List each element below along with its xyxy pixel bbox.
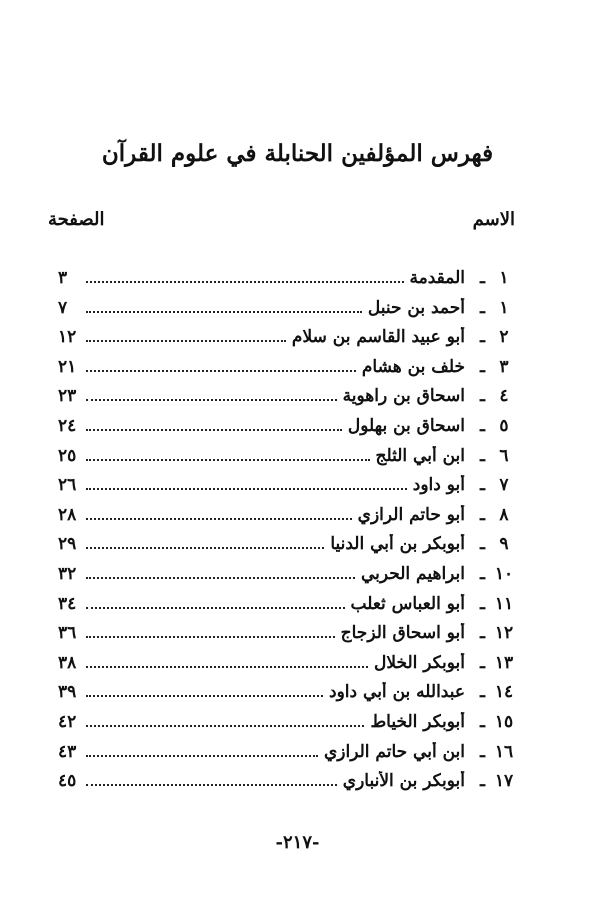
- entry-dash: ـ: [480, 386, 485, 407]
- entry-leader: [86, 327, 465, 347]
- entry-leader: [86, 357, 465, 377]
- entry-dash: ـ: [480, 563, 485, 584]
- entry-leader: [86, 298, 465, 318]
- entry-number: ٤: [499, 386, 509, 407]
- entry-page: ٢٨: [58, 504, 77, 525]
- entry-page: ٣٤: [58, 593, 77, 614]
- entry-leader: [86, 534, 465, 554]
- entry-name: أحمد بن حنبل: [367, 297, 465, 318]
- dot-leader: [86, 594, 345, 609]
- entry-name: المقدمة: [409, 268, 465, 288]
- dot-leader: [86, 564, 355, 579]
- dot-leader: [86, 771, 337, 786]
- entry-page: ٣: [58, 268, 68, 288]
- entry-leader: [86, 653, 465, 673]
- entry-dash: ـ: [480, 475, 485, 496]
- entry-name: أبو اسحاق الزجاج: [340, 623, 465, 644]
- list-item: [0, 710, 595, 740]
- entry-dash: ـ: [480, 623, 485, 644]
- list-item: [0, 769, 595, 799]
- entry-leader: [86, 771, 465, 791]
- entry-number: ١٤: [494, 682, 514, 703]
- list-item: [0, 680, 595, 710]
- list-item: [0, 503, 595, 533]
- entry-number: ١٣: [494, 652, 514, 673]
- entry-page: ٢٩: [58, 534, 77, 555]
- entry-page: ٣٨: [58, 652, 77, 673]
- list-item: [0, 296, 595, 326]
- entry-name: ابن أبي الثلج: [375, 445, 465, 466]
- list-item: [0, 740, 595, 770]
- entry-dash: ـ: [480, 297, 485, 318]
- entry-dash: ـ: [480, 741, 485, 762]
- entry-leader: [86, 564, 465, 584]
- entry-dash: ـ: [480, 534, 485, 555]
- entry-leader: [86, 475, 465, 495]
- entry-leader: [86, 416, 465, 436]
- dot-leader: [86, 268, 404, 283]
- entry-leader: [86, 386, 465, 406]
- entry-number: ١٦: [494, 741, 514, 762]
- dot-leader: [86, 653, 368, 668]
- entry-dash: ـ: [480, 327, 485, 348]
- entry-name: ابراهيم الحربي: [360, 563, 465, 584]
- entry-dash: ـ: [480, 593, 485, 614]
- list-item: [0, 414, 595, 444]
- entry-leader: [86, 594, 465, 614]
- dot-leader: [86, 446, 370, 461]
- dot-leader: [86, 623, 335, 638]
- dot-leader: [86, 505, 352, 520]
- list-item: [0, 355, 595, 385]
- entry-page: ٣٦: [58, 623, 77, 644]
- dot-leader: [86, 357, 356, 372]
- entry-leader: [86, 682, 465, 702]
- entry-dash: ـ: [480, 652, 485, 673]
- entry-page: ٤٥: [58, 771, 77, 792]
- name-column-header: الاسم: [472, 209, 515, 230]
- entry-name: عبدالله بن أبي داود: [329, 682, 465, 703]
- dot-leader: [86, 298, 362, 313]
- entry-name: ابن أبي حاتم الرازي: [323, 741, 465, 762]
- list-item: [0, 384, 595, 414]
- entry-number: ١: [499, 297, 509, 318]
- list-item: [0, 266, 595, 296]
- dot-leader: [86, 682, 323, 697]
- entry-leader: [86, 268, 465, 288]
- entry-number: ٦: [499, 445, 509, 466]
- entry-name: أبوبكر الخلال: [373, 652, 465, 673]
- list-item: [0, 325, 595, 355]
- entry-dash: ـ: [480, 711, 485, 732]
- entry-page: ٢٣: [58, 386, 77, 407]
- entry-page: ٤٢: [58, 711, 77, 732]
- entry-number: ٨: [499, 504, 509, 525]
- entry-number: ١٠: [494, 563, 514, 584]
- entry-page: ٣٢: [58, 563, 77, 584]
- entry-page: ٣٩: [58, 682, 77, 703]
- list-item: [0, 444, 595, 474]
- list-item: [0, 473, 595, 503]
- entry-dash: ـ: [480, 504, 485, 525]
- entry-name: خلف بن هشام: [361, 356, 465, 377]
- entry-leader: [86, 742, 465, 762]
- list-item: [0, 592, 595, 622]
- entry-number: ٧: [499, 475, 509, 496]
- entry-name: أبوبكر بن الأنباري: [342, 771, 465, 792]
- entry-number: ٣: [499, 356, 509, 377]
- dot-leader: [86, 386, 337, 401]
- page-column-header: الصفحة: [48, 209, 105, 230]
- list-item: [0, 621, 595, 651]
- entry-number: ١٢: [494, 623, 514, 644]
- entry-dash: ـ: [480, 356, 485, 377]
- entry-page: ١٢: [58, 327, 77, 348]
- entry-number: ٢: [499, 327, 509, 348]
- entry-dash: ـ: [480, 682, 485, 703]
- entry-leader: [86, 712, 465, 732]
- entry-page: ٧: [58, 297, 68, 318]
- entry-name: أبوبكر الخياط: [370, 711, 465, 732]
- entry-number: ٩: [499, 534, 509, 555]
- entry-number: ١٧: [494, 771, 514, 792]
- entry-name: أبو حاتم الرازي: [357, 504, 465, 525]
- entry-number: ١١: [494, 593, 514, 614]
- entry-name: أبو عبيد القاسم بن سلام: [291, 327, 465, 348]
- entry-dash: ـ: [480, 771, 485, 792]
- dot-leader: [86, 534, 324, 549]
- entry-leader: [86, 446, 465, 466]
- dot-leader: [86, 416, 342, 431]
- entry-page: ٢١: [58, 356, 77, 377]
- dot-leader: [86, 712, 364, 727]
- entry-leader: [86, 505, 465, 525]
- page-number: -٢١٧-: [275, 832, 320, 853]
- entry-name: اسحاق بن بهلول: [347, 415, 465, 436]
- entry-page: ٢٤: [58, 415, 77, 436]
- entry-name: اسحاق بن راهوية: [342, 386, 465, 407]
- list-item: [0, 651, 595, 681]
- entry-dash: ـ: [480, 445, 485, 466]
- entry-name: أبو داود: [412, 475, 465, 496]
- index-list: [0, 266, 595, 799]
- entry-dash: ـ: [480, 415, 485, 436]
- entry-number: ٥: [499, 415, 509, 436]
- entry-name: أبوبكر بن أبي الدنيا: [330, 534, 465, 555]
- entry-page: ٢٥: [58, 445, 77, 466]
- entry-page: ٢٦: [58, 475, 77, 496]
- entry-name: أبو العباس ثعلب: [350, 593, 465, 614]
- list-item: [0, 562, 595, 592]
- dot-leader: [86, 475, 407, 490]
- entry-number: ١٥: [494, 711, 514, 732]
- entry-page: ٤٣: [58, 741, 77, 762]
- page-title: فهرس المؤلفين الحنابلة في علوم القرآن: [101, 140, 494, 167]
- dot-leader: [86, 327, 286, 342]
- list-item: [0, 532, 595, 562]
- dot-leader: [86, 742, 318, 757]
- entry-leader: [86, 623, 465, 643]
- entry-dash: ـ: [480, 268, 485, 288]
- entry-number: ١: [499, 268, 509, 288]
